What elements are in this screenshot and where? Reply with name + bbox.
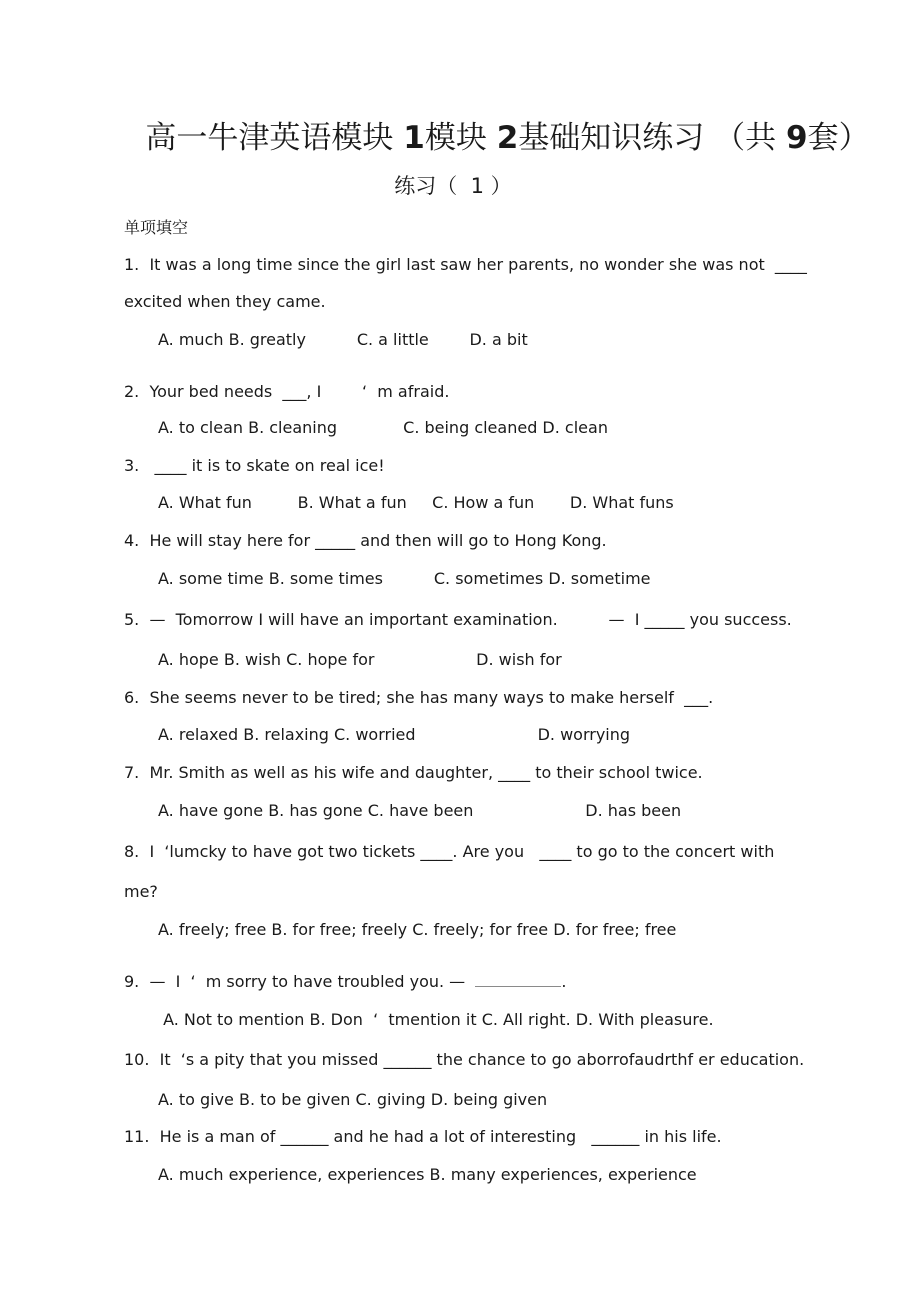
answer-blank <box>475 972 561 987</box>
question-11-line-1: 11. He is a man of ______ and he had a lot of interesting ______ in his life. <box>124 1127 722 1146</box>
question-4-options: A. some time B. some times C. sometimes D. sometime <box>158 569 651 588</box>
title-text: 模块 <box>424 120 497 156</box>
question-7-options: A. have gone B. has gone C. have been D. has been <box>158 801 682 820</box>
question-3-options: A. What fun B. What a fun C. How a fun D. What funs <box>158 493 674 512</box>
question-9-options: A. Not to mention B. Don ‘ tmention it C. All right. D. With pleasure. <box>158 1010 714 1029</box>
question-1-options: A. much B. greatly C. a little D. a bit <box>158 330 528 349</box>
exercise-subtitle: 练习（ 1 ） <box>394 174 512 198</box>
question-2-options: A. to clean B. cleaning C. being cleaned D. clean <box>158 418 608 437</box>
question-10-options: A. to give B. to be given C. giving D. being given <box>158 1090 548 1109</box>
question-6-line-1: 6. She seems never to be tired; she has many ways to make herself ___. <box>124 688 714 707</box>
document-title <box>0 118 920 158</box>
question-8-line-1: 8. I ‘lumcky to have got two tickets ____. Are you ____ to go to the concert with <box>124 842 775 861</box>
title-text: 套） <box>807 120 870 156</box>
question-5-options: A. hope B. wish C. hope for D. wish for <box>158 650 562 669</box>
title-number: 2 <box>496 120 519 156</box>
question-9-text: 9. — I ‘ m sorry to have troubled you. — <box>124 972 476 991</box>
section-heading: 单项填空 <box>124 218 189 237</box>
question-7-line-1: 7. Mr. Smith as well as his wife and daughter, ____ to their school twice. <box>124 763 703 782</box>
question-2-line-1: 2. Your bed needs ___, I ‘ m afraid. <box>124 382 450 401</box>
title-text: 高一牛津英语模块 <box>145 120 404 156</box>
question-5-line-1: 5. — Tomorrow I will have an important examination. — I _____ you success. <box>124 610 792 629</box>
question-8-line-2: me? <box>124 882 158 901</box>
question-1-line-1: 1. It was a long time since the girl last saw her parents, no wonder she was not ____ <box>124 255 807 274</box>
question-10-line-1: 10. It ‘s a pity that you missed ______ the chance to go aborrofaudrthf er education. <box>124 1050 805 1069</box>
question-1-line-2: excited when they came. <box>124 292 326 311</box>
question-9-line-1 <box>124 970 566 994</box>
question-3-line-1: 3. ____ it is to skate on real ice! <box>124 456 385 475</box>
title-number: 9 <box>786 120 808 156</box>
question-4-line-1: 4. He will stay here for _____ and then will go to Hong Kong. <box>124 531 607 550</box>
title-text: 基础知识练习 （共 <box>518 120 786 156</box>
question-11-options: A. much experience, experiences B. many experiences, experience <box>158 1165 697 1184</box>
question-9-text-end: . <box>561 972 567 991</box>
question-6-options: A. relaxed B. relaxing C. worried D. worrying <box>158 725 631 744</box>
question-8-options: A. freely; free B. for free; freely C. freely; for free D. for free; free <box>158 920 677 939</box>
title-number: 1 <box>403 120 425 156</box>
